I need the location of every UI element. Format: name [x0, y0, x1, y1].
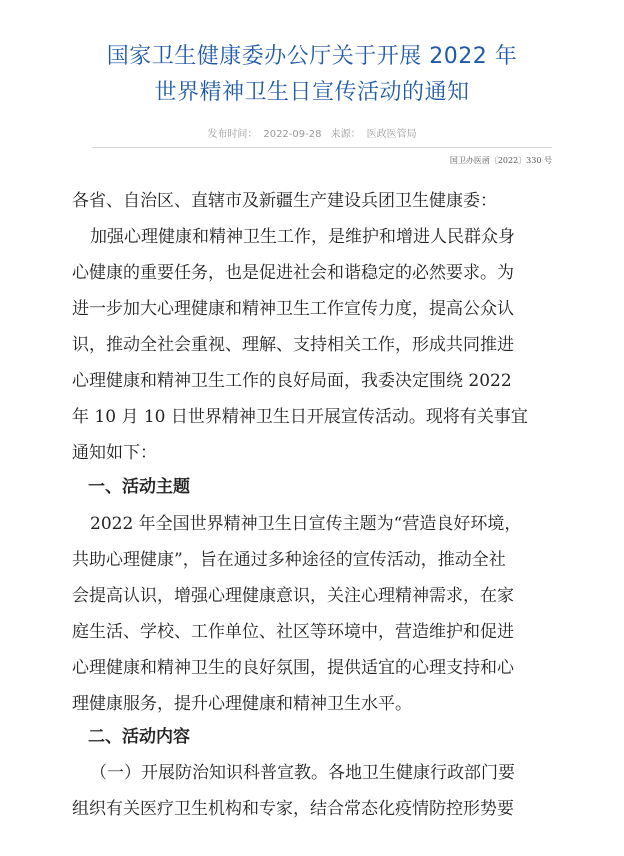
publish-source: 医政医管局: [366, 129, 417, 140]
intro-line: 加强心理健康和精神卫生工作，是维护和增进人民群众身: [90, 227, 515, 247]
document-number: 国卫办医函〔2022〕330 号: [449, 156, 552, 165]
document-title-line-1: 国家卫生健康委办公厅关于开展 2022 年: [106, 44, 518, 69]
content-line: （一）开展防治知识科普宣教。各地卫生健康行政部门要: [90, 763, 515, 783]
publish-date: 2022-09-28: [263, 129, 322, 140]
section-heading-theme: 一、活动主题: [88, 477, 190, 497]
theme-line: 共助心理健康”，旨在通过多种途径的宣传活动，推动全社: [72, 550, 506, 570]
theme-line: 2022 年全国世界精神卫生日宣传主题为“营造良好环境，: [90, 514, 522, 534]
theme-line: 会提高认识，增强心理健康意识，关注心理精神需求，在家: [72, 586, 514, 606]
section-heading-content: 二、活动内容: [88, 727, 190, 747]
addressee: 各省、自治区、直辖市及新疆生产建设兵团卫生健康委：: [72, 191, 497, 211]
document-title-line-2: 世界精神卫生日宣传活动的通知: [154, 80, 470, 105]
intro-line: 心理健康和精神卫生工作的良好局面，我委决定围绕 2022: [72, 371, 512, 391]
theme-line: 庭生活、学校、工作单位、社区等环境中，营造维护和促进: [72, 622, 514, 642]
intro-line: 进一步加大心理健康和精神卫生工作宣传力度，提高公众认: [72, 299, 514, 319]
header-divider: [92, 147, 552, 148]
intro-line: 通知如下：: [72, 443, 157, 463]
theme-line: 理健康服务，提升心理健康和精神卫生水平。: [72, 694, 412, 714]
source-label: 来源：: [330, 129, 361, 140]
intro-line: 识，推动全社会重视、理解、支持相关工作，形成共同推进: [72, 335, 514, 355]
date-label: 发布时间：: [207, 129, 258, 140]
publish-meta: [0, 125, 624, 140]
intro-line: 年 10 月 10 日世界精神卫生日开展宣传活动。现将有关事宜: [72, 407, 528, 427]
content-line: 组织有关医疗卫生机构和专家，结合常态化疫情防控形势要: [72, 799, 514, 819]
intro-line: 心健康的重要任务，也是促进社会和谐稳定的必然要求。为: [72, 263, 514, 283]
theme-line: 心理健康和精神卫生的良好氛围，提供适宜的心理支持和心: [72, 658, 514, 678]
